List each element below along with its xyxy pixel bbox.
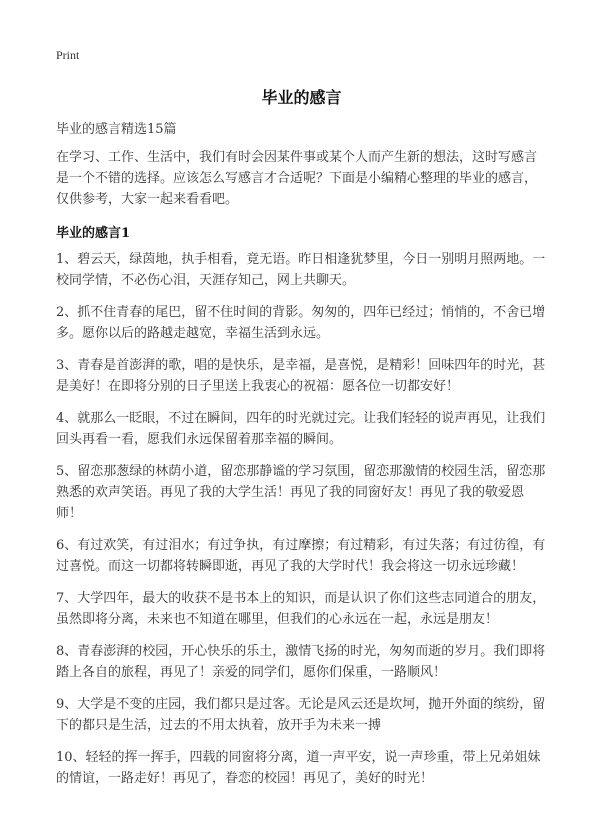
- list-item: 5、留恋那葱绿的林荫小道，留恋那静谧的学习氛围，留恋那激情的校园生活，留恋那熟悉的欢声笑语。再见了我的大学生活！再见了我的同窗好友！再见了我的敬爱恩师！: [56, 464, 546, 521]
- list-item: 4、就那么一眨眼，不过在瞬间，四年的时光就过完。让我们轻轻的说声再见，让我们回头再看一看，愿我们永远保留着那幸福的瞬间。: [56, 411, 546, 447]
- list-item: 10、轻轻的挥一挥手，四载的同窗将分离，道一声平安，说一声珍重，带上兄弟姐妹的情谊，一路走好！再见了，眷恋的校园！再见了，美好的时光！: [56, 750, 541, 786]
- list-item: 7、大学四年，最大的收获不是书本上的知识，而是认识了你们这些志同道合的朋友，虽然即将分离，未来也不知道在哪里，但我们的心永远在一起，永远是朋友！: [56, 591, 546, 627]
- intro-paragraph: 在学习、工作、生活中，我们有时会因某件事或某个人而产生新的想法，这时写感言是一个不错的选择。应该怎么写感言才合适呢？下面是小编精心整理的毕业的感言，仅供参考，大家一起来看看吧。: [56, 150, 538, 207]
- subtitle: 毕业的感言精选15篇: [56, 122, 177, 137]
- item-list: [56, 249, 547, 789]
- list-item: 8、青春澎湃的校园，开心快乐的乐土，激情飞扬的时光，匆匆而逝的岁月。我们即将踏上各自的旅程，再见了！亲爱的同学们，愿你们保重，一路顺风！: [56, 644, 546, 680]
- section-heading: 毕业的感言1: [56, 226, 131, 241]
- list-item: 1、碧云天，绿茵地，执手相看，竟无语。昨日相逢犹梦里，今日一别明月照两地。一校同学情，不必伤心泪，天涯存知己，网上共聊天。: [56, 252, 546, 288]
- print-link[interactable]: Print: [56, 48, 80, 62]
- list-item: 9、大学是不变的庄园，我们都只是过客。无论是风云还是坎坷，抛开外面的缤纷，留下的都只是生活，过去的不用太执着，放开手为未来一搏: [56, 697, 546, 733]
- list-item: 2、抓不住青春的尾巴，留不住时间的背影。匆匆的，四年已经过；悄悄的，不舍已增多。愿你以后的路越走越宽，幸福生活到永远。: [56, 305, 546, 341]
- page-title: 毕业的感言: [261, 88, 342, 107]
- list-item: 3、青春是首澎湃的歌，唱的是快乐，是幸福，是喜悦，是精彩！回味四年的时光，甚是美好！在即将分别的日子里送上我衷心的祝福：愿各位一切都安好！: [56, 358, 546, 394]
- list-item: 6、有过欢笑，有过泪水；有过争执，有过摩擦；有过精彩，有过失落；有过彷徨，有过喜悦。而这一切都将转瞬即逝，再见了我的大学时代！我会将这一切永远珍藏！: [56, 538, 546, 574]
